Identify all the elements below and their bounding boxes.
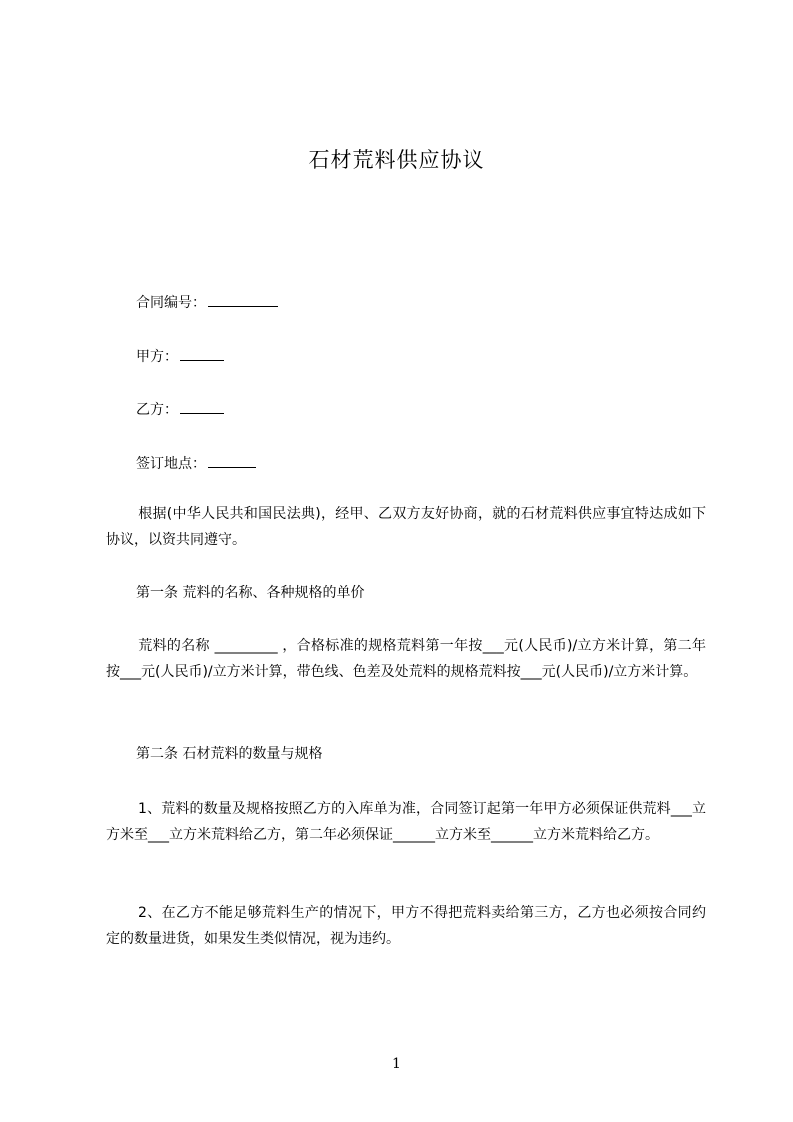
contract-number-blank — [208, 292, 278, 307]
article-2-heading: 第二条 石材荒料的数量与规格 — [136, 746, 323, 762]
article-1-body — [106, 633, 706, 685]
sign-place-label: 签订地点： — [136, 456, 206, 472]
article-1-heading: 第一条 荒料的名称、各种规格的单价 — [136, 585, 365, 601]
article-1-text: 荒料的名称 _________ ，合格标准的规格荒料第一年按___元(人民币)/立方米计算，第二年按___元(人民币)/立方米计算，带色线、色差及处荒料的规格荒料按___元(人民币)/立方米计算。 — [106, 638, 706, 680]
contract-number-field — [136, 292, 278, 312]
article-2-item-2-text: 2、在乙方不能足够荒料生产的情况下，甲方不得把荒料卖给第三方，乙方也必须按合同约定的数量进货，如果发生类似情况，视为违约。 — [106, 905, 706, 947]
page-number: 1 — [392, 1056, 401, 1072]
party-b-field — [136, 399, 224, 419]
article-2-item-2 — [106, 900, 706, 952]
article-2-item-1-text: 1、荒料的数量及规格按照乙方的入库单为准，合同签订起第一年甲方必须保证供荒料___立方米至___立方米荒料给乙方，第二年必须保证______立方米至______立方米荒料给乙方。 — [106, 801, 706, 843]
party-b-blank — [180, 399, 224, 414]
intro-text: 根据(中华人民共和国民法典)，经甲、乙双方友好协商，就的石材荒料供应事宜特达成如下协议，以资共同遵守。 — [106, 506, 706, 548]
document-title: 石材荒料供应协议 — [308, 148, 485, 172]
article-2-item-1 — [106, 796, 706, 848]
party-a-field — [136, 346, 224, 366]
sign-place-blank — [208, 453, 256, 468]
contract-number-label: 合同编号： — [136, 295, 206, 311]
party-b-label: 乙方： — [136, 402, 178, 418]
intro-paragraph — [106, 501, 706, 553]
party-a-label: 甲方： — [136, 349, 178, 365]
sign-place-field — [136, 453, 256, 473]
party-a-blank — [180, 346, 224, 361]
